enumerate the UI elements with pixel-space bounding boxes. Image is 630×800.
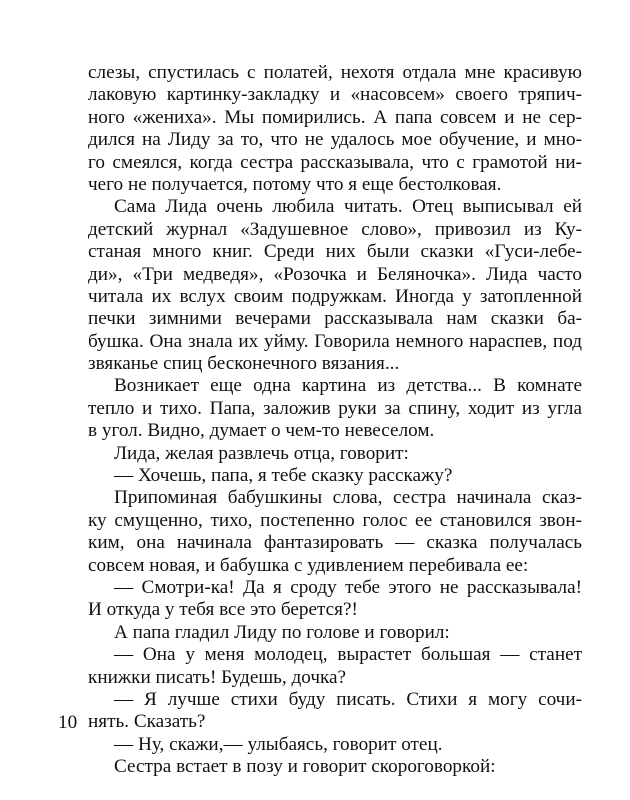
text-line: — Смотри-ка! Да я сроду тебе этого не рассказывала!	[114, 576, 582, 598]
text-line: звяканье спиц бесконечного вязания...	[88, 353, 400, 375]
text-line: в угол. Видно, думает о чем-то невеселом.	[88, 420, 435, 442]
text-line: лаковую картинку-закладку и «насовсем» своего тряпич-	[88, 84, 582, 106]
text-line: детский журнал «Задушевное слово», привозил из Ку-	[88, 218, 582, 240]
text-line: бушка. Она знала их уйму. Говорила немного нараспев, под	[88, 330, 582, 352]
text-line: Припоминая бабушкины слова, сестра начинала сказ-	[114, 487, 582, 509]
text-line: И откуда у тебя все это берется?!	[88, 599, 358, 621]
text-line: — Ну, скажи,— улыбаясь, говорит отец.	[114, 733, 443, 755]
text-line: — Хочешь, папа, я тебе сказку расскажу?	[114, 465, 453, 487]
text-line: совсем новая, и бабушка с удивлением перебивала ее:	[88, 554, 529, 576]
text-line: Возникает еще одна картина из детства... В комнате	[114, 375, 582, 397]
text-line: дился на Лиду за то, что не удалось мое обучение, и мно-	[88, 129, 582, 151]
body-text	[88, 62, 582, 779]
text-line: — Я лучше стихи буду писать. Стихи я могу сочи-	[114, 688, 582, 710]
text-line: слезы, спустилась с полатей, нехотя отдала мне красивую	[88, 62, 582, 83]
text-line: печки зимними вечерами рассказывала нам сказки ба-	[88, 308, 582, 330]
text-line: А папа гладил Лиду по голове и говорил:	[114, 621, 450, 643]
text-line: го смеялся, когда сестра рассказывала, что с грамотой ни-	[88, 151, 582, 173]
text-line: ди», «Три медведя», «Розочка и Беляночка». Лида часто	[88, 263, 582, 285]
text-line: нять. Сказать?	[88, 711, 206, 733]
text-line: чего не получается, потому что я еще бестолковая.	[88, 173, 502, 195]
page-number: 10	[58, 712, 78, 733]
text-line: тепло и тихо. Папа, заложив руки за спину, ходит из угла	[88, 397, 582, 419]
text-line: Лида, желая развлечь отца, говорит:	[114, 442, 409, 464]
text-line: ким, она начинала фантазировать — сказка получалась	[88, 532, 582, 554]
text-line: читала их вслух своим подружкам. Иногда у затопленной	[88, 285, 582, 307]
text-line: Сестра встает в позу и говорит скороговоркой:	[114, 756, 496, 778]
text-line: ку смущенно, тихо, постепенно голос ее становился звон-	[88, 509, 582, 531]
text-line: — Она у меня молодец, вырастет большая — станет	[114, 644, 582, 666]
text-line: Сама Лида очень любила читать. Отец выписывал ей	[114, 196, 582, 218]
text-line: станая много книг. Среди них были сказки «Гуси-лебе-	[88, 241, 582, 263]
text-line: книжки писать! Будешь, дочка?	[88, 666, 347, 688]
text-line: ного «жениха». Мы помирились. А папа совсем и не сер-	[88, 106, 582, 128]
